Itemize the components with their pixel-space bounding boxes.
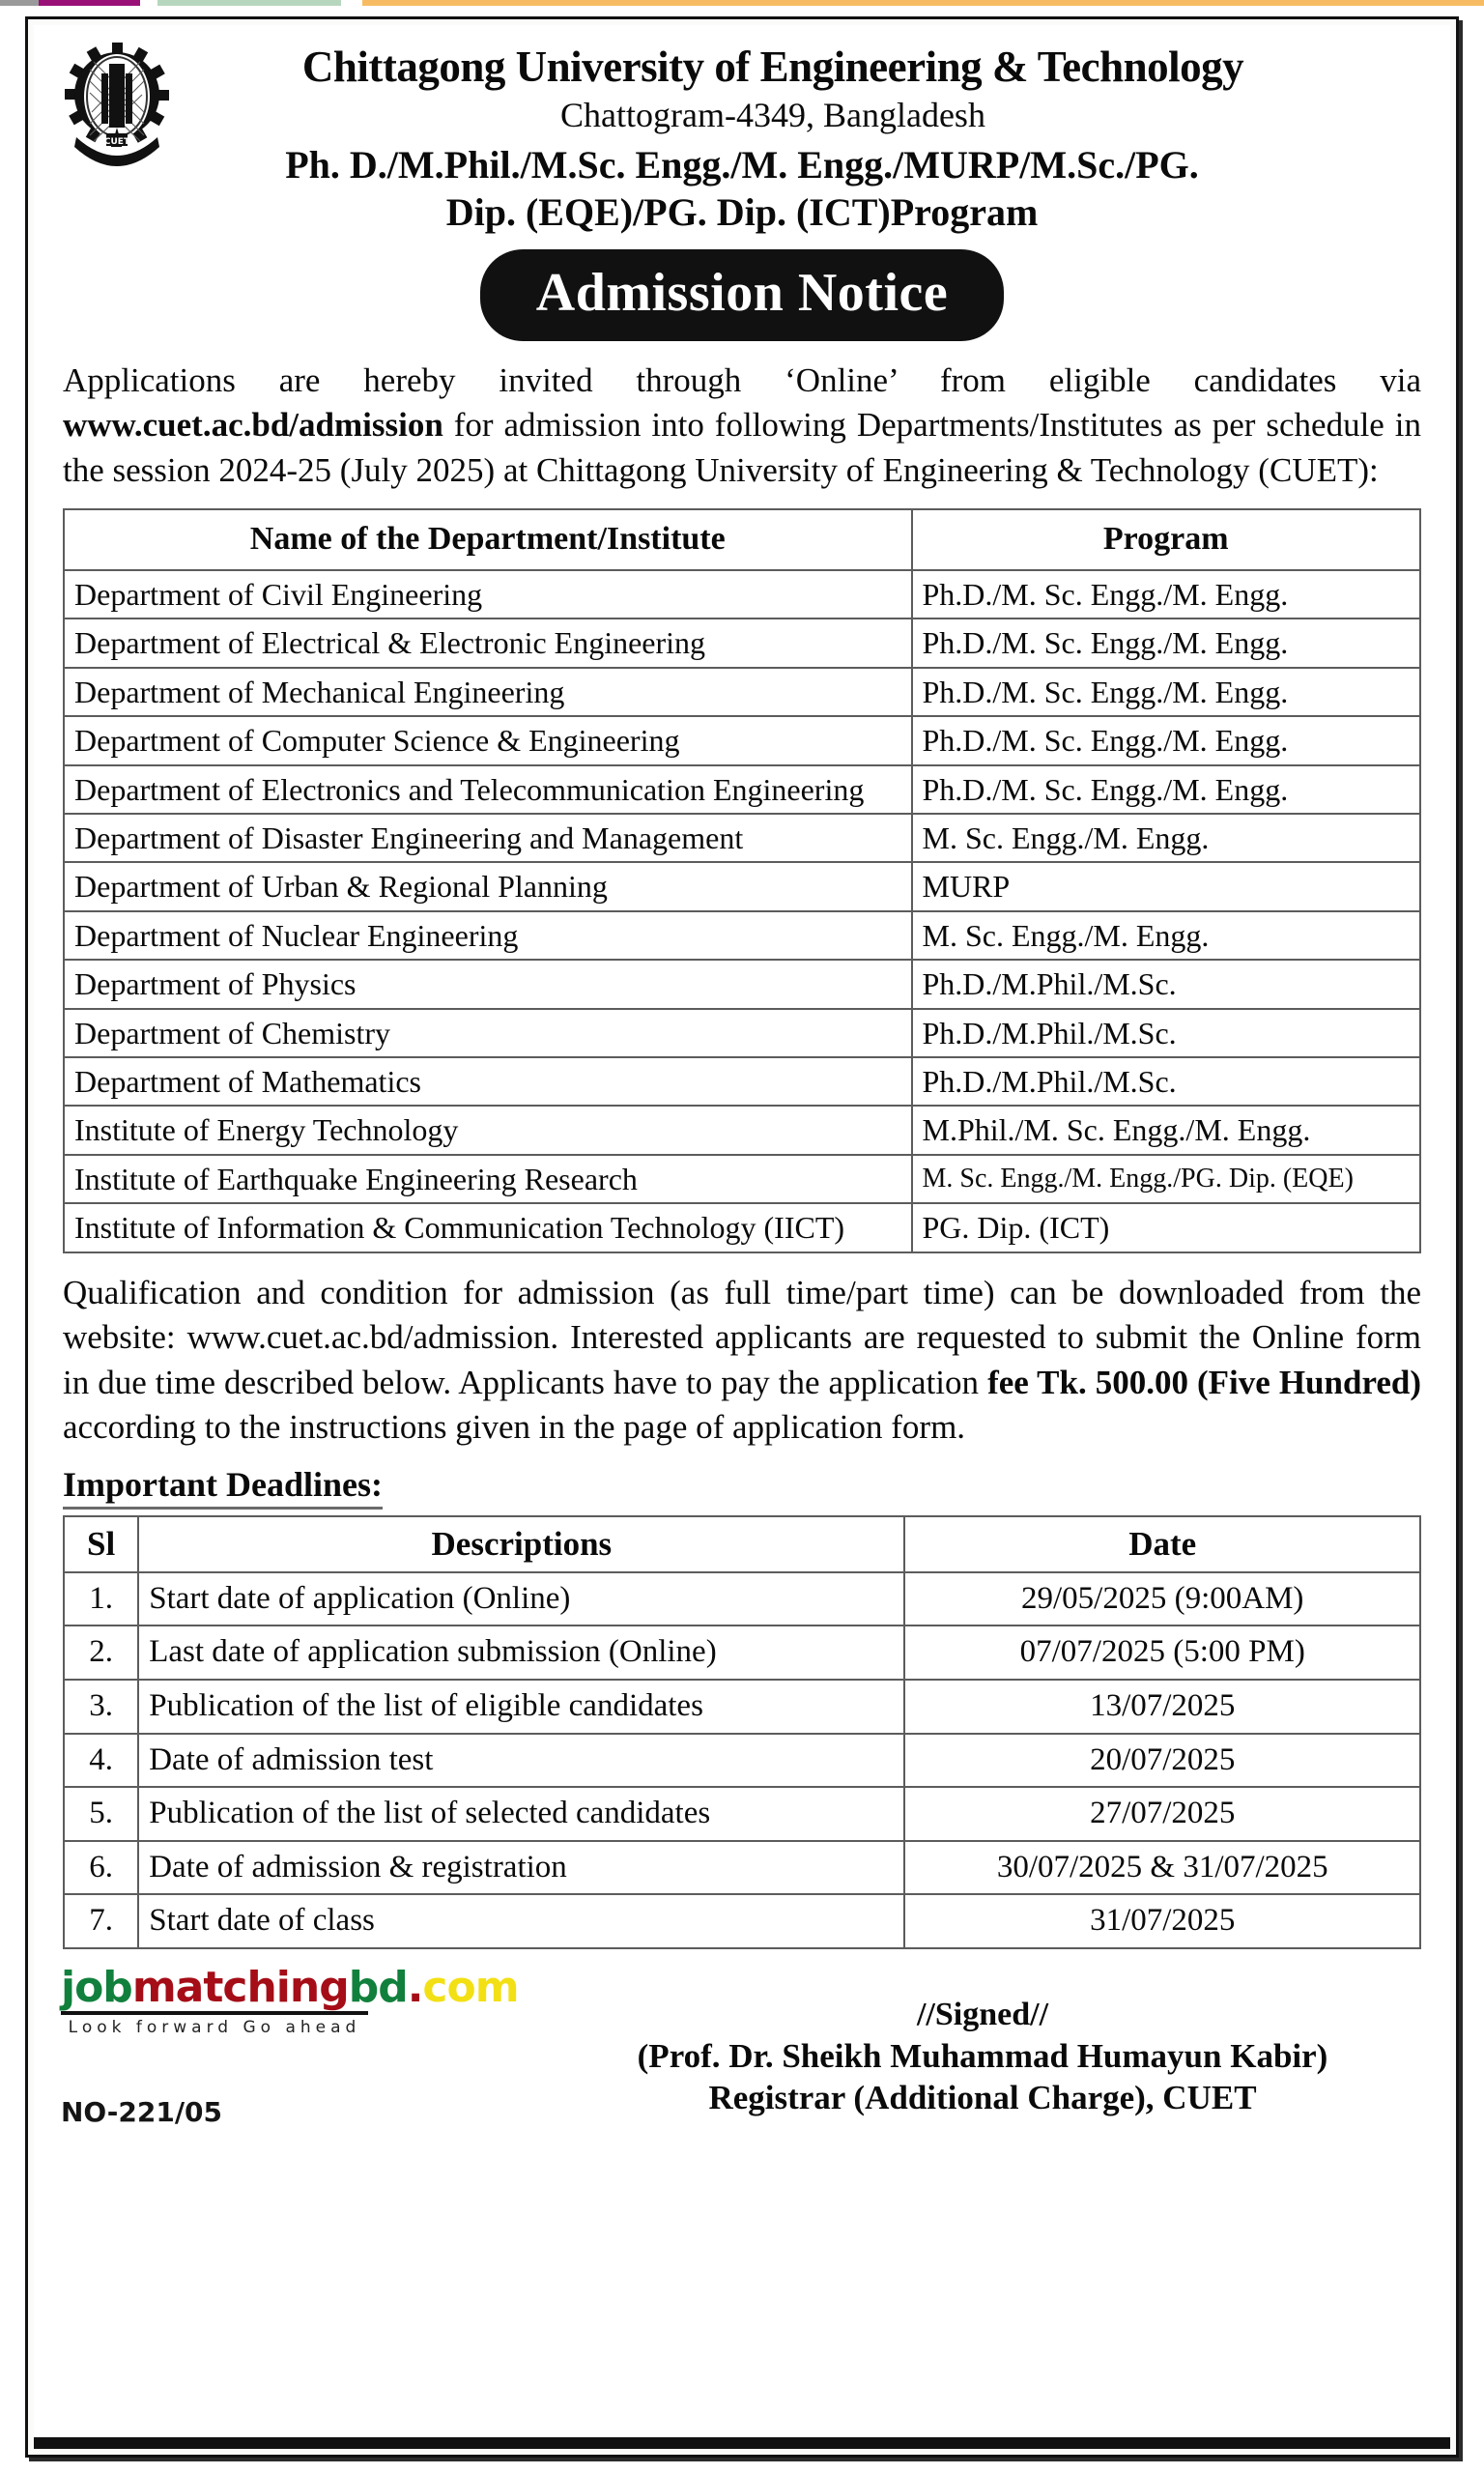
deadline-date-cell: 27/07/2025 [904,1787,1420,1841]
admission-notice-badge: Admission Notice [480,249,1004,341]
department-name-cell: Department of Electrical & Electronic Engineering [64,618,912,667]
wordmark-tagline: Look forward Go ahead [68,2017,361,2037]
top-strip-segment-3 [157,0,341,6]
table-row [64,716,1420,764]
jobmatchingbd-wordmark [61,1962,519,2012]
program-cell: Ph.D./M.Phil./M.Sc. [912,960,1421,1008]
department-name-cell: Department of Mechanical Engineering [64,668,912,716]
table-row [64,1625,1420,1680]
deadline-sl-cell: 6. [64,1841,138,1895]
qualification-text-part-2: according to the instructions given in the page of application form. [63,1408,966,1447]
table-row [64,1009,1420,1057]
cuet-gear-emblem-logo [59,41,175,171]
intro-text-part-1: Applications are hereby invited through ‘Online’ from eligible candidates via [63,360,1421,399]
deadline-description-cell: Last date of application submission (Online) [138,1625,904,1680]
program-title-line-1: Ph. D./M.Phil./M.Sc. Engg./M. Engg./MURP/M.Sc./PG. [285,143,1199,187]
department-name-cell: Department of Civil Engineering [64,570,912,618]
program-cell: Ph.D./M. Sc. Engg./M. Engg. [912,668,1421,716]
program-cell: Ph.D./M. Sc. Engg./M. Engg. [912,570,1421,618]
deadline-sl-cell: 2. [64,1625,138,1680]
signatory-role: Registrar (Additional Charge), CUET [708,2079,1257,2117]
university-address: Chattogram-4349, Bangladesh [560,95,985,134]
deadline-description-cell: Date of admission & registration [138,1841,904,1895]
deadline-sl-cell: 7. [64,1894,138,1948]
deadline-date-cell: 20/07/2025 [904,1734,1420,1788]
col-header-descriptions: Descriptions [138,1516,904,1572]
wordmark-matching: matching [131,1962,349,2012]
table-row [64,1057,1420,1106]
department-name-cell: Department of Disaster Engineering and Management [64,814,912,862]
department-name-cell: Department of Nuclear Engineering [64,911,912,960]
wordmark-com: com [422,1962,519,2012]
table-row [64,765,1420,814]
footer-bottom-bar [34,2437,1450,2449]
table-row [64,1203,1420,1251]
wordmark-dot: . [407,1962,423,2012]
deadlines-table-header-row [64,1516,1420,1572]
application-fee: fee Tk. 500.00 (Five Hundred) [987,1363,1421,1401]
admission-notice-badge-wrap [57,249,1427,341]
qualification-text-part-1: Qualification and condition for admission (as full time/part time) can be downloaded from the website: www.cuet.ac.bd/admission. Interested applicants are requested to submit the Online form in due time described below. Applicants have to pay the application [63,1273,1421,1401]
deadline-description-cell: Start date of application (Online) [138,1572,904,1626]
table-row [64,1734,1420,1788]
deadline-date-cell: 31/07/2025 [904,1894,1420,1948]
deadline-description-cell: Publication of the list of selected candidates [138,1787,904,1841]
deadline-sl-cell: 3. [64,1680,138,1734]
deadline-description-cell: Publication of the list of eligible candidates [138,1680,904,1734]
program-cell: M.Phil./M. Sc. Engg./M. Engg. [912,1106,1421,1154]
signed-mark: //Signed// [916,1996,1049,2032]
wordmark-job: job [61,1962,132,2012]
intro-text-part-2: for admission into following Departments/Institutes as per schedule in the session 2024-25 (July 2025) at Chittagong University of Engineering & Technology (CUET): [63,406,1421,489]
table-row [64,1894,1420,1948]
top-strip-segment-1 [39,0,140,6]
deadline-sl-cell: 1. [64,1572,138,1626]
col-header-program: Program [912,509,1421,570]
deadline-date-cell: 07/07/2025 (5:00 PM) [904,1625,1420,1680]
notice-page-frame [25,16,1459,2458]
top-strip-segment-0 [0,0,39,6]
departments-table [63,508,1421,1252]
table-row [64,1787,1420,1841]
table-row [64,1680,1420,1734]
table-row [64,960,1420,1008]
table-row [64,814,1420,862]
departments-table-header-row [64,509,1420,570]
col-header-sl: Sl [64,1516,138,1572]
deadline-date-cell: 13/07/2025 [904,1680,1420,1734]
department-name-cell: Institute of Information & Communication Technology (IICT) [64,1203,912,1251]
admission-url: www.cuet.ac.bd/admission [63,406,443,445]
table-row [64,1155,1420,1203]
table-row [64,618,1420,667]
department-name-cell: Department of Physics [64,960,912,1008]
program-cell: Ph.D./M. Sc. Engg./M. Engg. [912,618,1421,667]
table-row [64,911,1420,960]
col-header-department: Name of the Department/Institute [64,509,912,570]
qualification-paragraph [63,1271,1421,1451]
notice-footer [34,1961,1450,2154]
col-header-date: Date [904,1516,1420,1572]
department-name-cell: Department of Chemistry [64,1009,912,1057]
deadline-description-cell: Start date of class [138,1894,904,1948]
department-name-cell: Institute of Earthquake Engineering Research [64,1155,912,1203]
program-cell: PG. Dip. (ICT) [912,1203,1421,1251]
table-row [64,1106,1420,1154]
deadline-date-cell: 30/07/2025 & 31/07/2025 [904,1841,1420,1895]
university-name: Chittagong University of Engineering & Technology [301,43,1244,91]
deadlines-table [63,1515,1421,1949]
intro-paragraph [63,359,1421,494]
notice-header [34,25,1450,341]
notice-inner-area [34,25,1450,2449]
table-row [64,862,1420,910]
department-name-cell: Institute of Energy Technology [64,1106,912,1154]
program-cell: M. Sc. Engg./M. Engg. [912,814,1421,862]
table-row [64,1572,1420,1626]
program-cell: M. Sc. Engg./M. Engg./PG. Dip. (EQE) [912,1155,1421,1203]
top-strip-segment-4 [341,0,362,6]
program-cell: M. Sc. Engg./M. Engg. [912,911,1421,960]
table-row [64,668,1420,716]
program-cell: Ph.D./M.Phil./M.Sc. [912,1057,1421,1106]
top-color-strip [0,0,1484,7]
deadline-sl-cell: 4. [64,1734,138,1788]
program-cell: Ph.D./M. Sc. Engg./M. Engg. [912,716,1421,764]
deadline-sl-cell: 5. [64,1787,138,1841]
important-deadlines-heading-wrap [34,1451,1450,1510]
department-name-cell: Department of Mathematics [64,1057,912,1106]
program-cell: Ph.D./M. Sc. Engg./M. Engg. [912,765,1421,814]
signature-block [548,1996,1417,2118]
deadline-description-cell: Date of admission test [138,1734,904,1788]
svg-text:CUET: CUET [103,137,130,147]
deadline-date-cell: 29/05/2025 (9:00AM) [904,1572,1420,1626]
top-strip-segment-2 [140,0,157,6]
department-name-cell: Department of Electronics and Telecommunication Engineering [64,765,912,814]
table-row [64,1841,1420,1895]
program-title-line-2: Dip. (EQE)/PG. Dip. (ICT)Program [445,190,1039,235]
program-cell: Ph.D./M.Phil./M.Sc. [912,1009,1421,1057]
program-cell: MURP [912,862,1421,910]
department-name-cell: Department of Urban & Regional Planning [64,862,912,910]
wordmark-bd: bd [348,1962,408,2012]
important-deadlines-heading: Important Deadlines: [63,1464,383,1510]
jobmatchingbd-watermark-logo [61,1962,519,2037]
signatory-name: (Prof. Dr. Sheikh Muhammad Humayun Kabir) [637,2037,1328,2076]
table-row [64,570,1420,618]
top-strip-segment-5 [362,0,1484,6]
department-name-cell: Department of Computer Science & Engineering [64,716,912,764]
notice-number: NO-221/05 [61,2095,223,2128]
